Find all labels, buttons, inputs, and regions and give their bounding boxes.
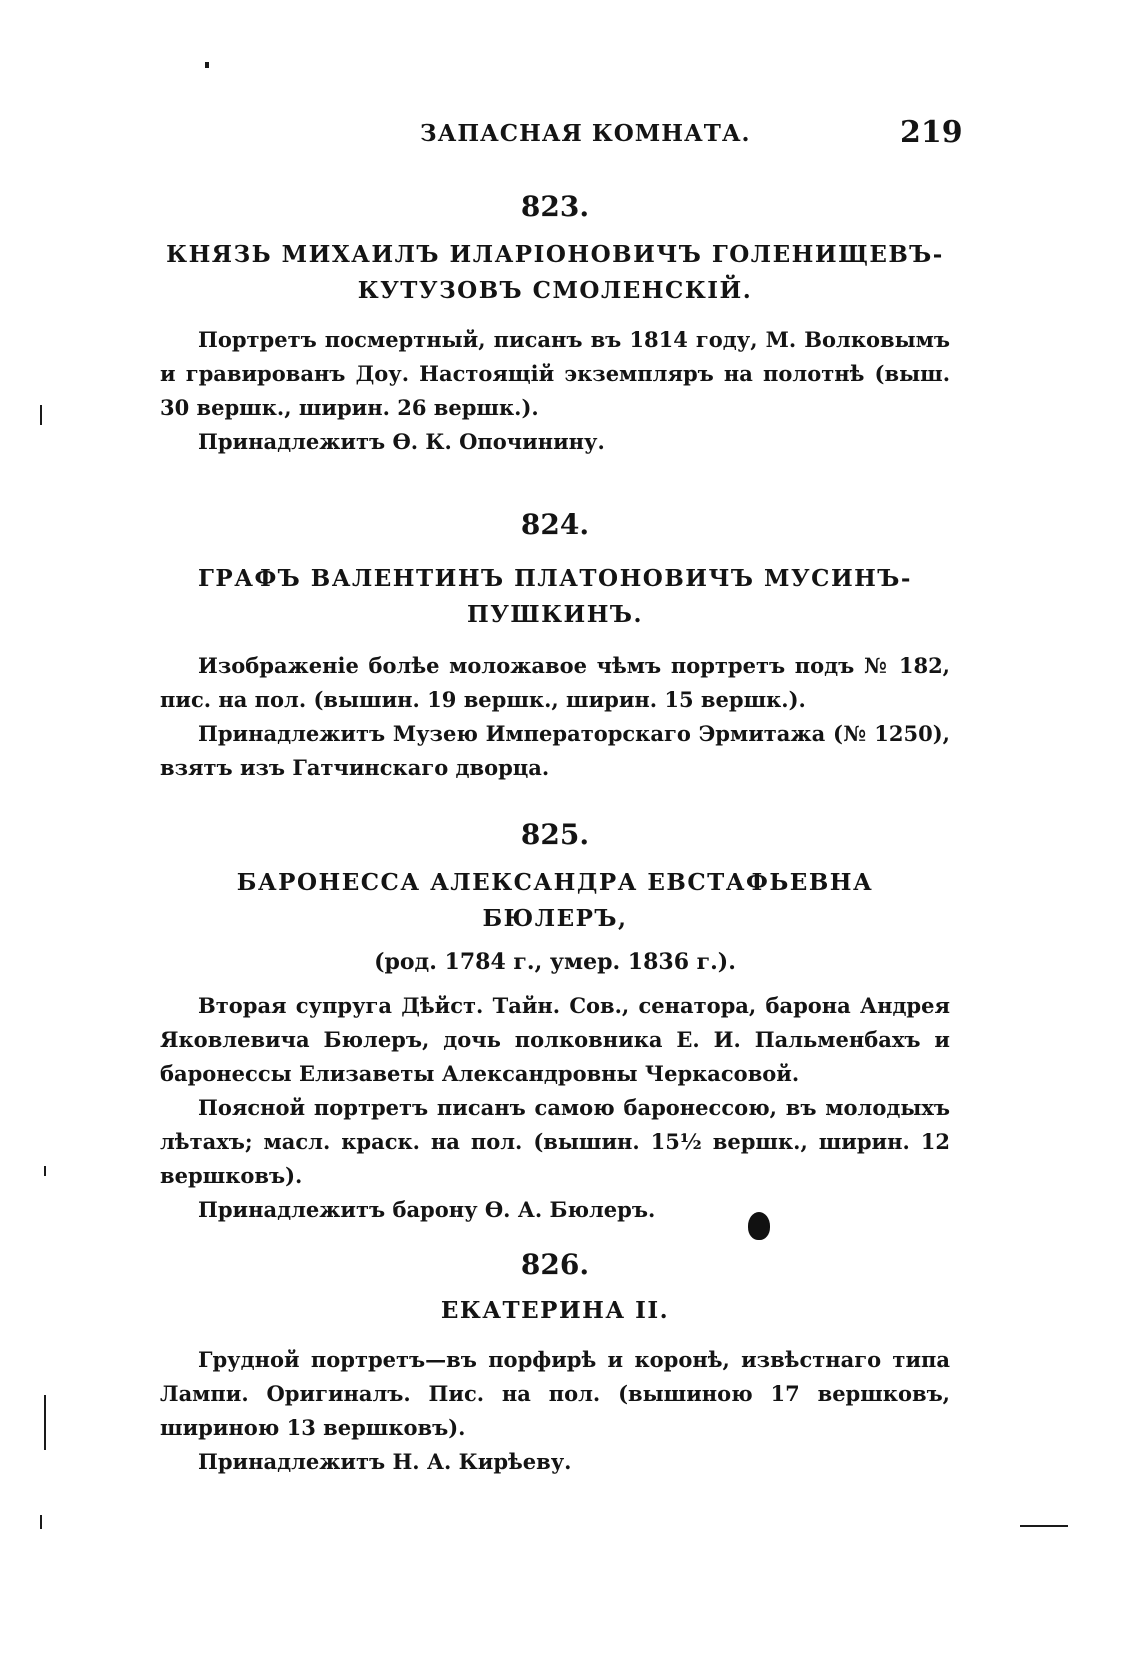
entry-ownership: Принадлежитъ Музею Императорскаго Эрмитажа (№ 1250), взятъ изъ Гатчинскаго дворца. [160,721,950,780]
scan-line [1020,1525,1068,1527]
entry-body [160,1343,950,1479]
scan-speck [205,62,209,68]
entry-ownership: Принадлежитъ барону Ѳ. А. Бюлеръ. [198,1197,656,1222]
entry-number: 823. [520,190,590,223]
entry-ownership: Принадлежитъ Ѳ. К. Опочинину. [198,429,605,454]
ink-blot [748,1212,770,1240]
scan-line [40,405,42,425]
entry-ownership: Принадлежитъ Н. А. Кирѣеву. [198,1449,572,1474]
entry-number: 826. [520,1248,590,1281]
entry-paragraph: Портретъ посмертный, писанъ въ 1814 году, М. Волковымъ и гравированъ Доу. Настоящій экземпляръ на полотнѣ (выш. 30 вершк., ширин. 26 вершк.). [160,327,950,420]
running-head: ЗАПАСНАЯ КОМНАТА. [420,120,751,147]
entry-body [160,323,950,459]
entry-paragraph: Грудной портретъ—въ порфирѣ и коронѣ, извѣстнаго типа Лампи. Оригиналъ. Пис. на пол. (вышиною 17 вершковъ, шириною 13 вершковъ). [160,1347,950,1440]
catalog-entry-825 [160,818,950,1227]
entry-title: ГРАФЪ ВАЛЕНТИНЪ ПЛАТОНОВИЧЪ МУСИНЪ-ПУШКИНЪ. [198,565,912,628]
catalog-entry-823 [160,190,950,459]
entry-body [160,989,950,1227]
entry-dates: (род. 1784 г., умер. 1836 г.). [374,949,736,975]
entry-paragraph: Изображеніе болѣе моложавое чѣмъ портретъ подъ № 182, пис. на пол. (вышин. 19 вершк., ширин. 15 вершк.). [160,653,950,712]
entry-number: 825. [520,818,590,851]
scan-line [44,1395,46,1450]
scan-line [40,1515,42,1529]
page-number: 219 [900,115,963,150]
entry-number: 824. [520,508,590,541]
entry-body [160,649,950,785]
entry-paragraph: Поясной портретъ писанъ самою баронессою, въ молодыхъ лѣтахъ; масл. краск. на пол. (вышин. 15½ вершк., ширин. 12 вершковъ). [160,1095,950,1188]
catalog-entry-824 [160,508,950,785]
entry-paragraph: Вторая супруга Дѣйст. Тайн. Сов., сенатора, барона Андрея Яковлевича Бюлеръ, дочь полковника Е. И. Пальменбахъ и баронессы Елизаветы Александровны Черкасовой. [160,993,950,1086]
entry-title: БАРОНЕССА АЛЕКСАНДРА ЕВСТАФЬЕВНА БЮЛЕРЪ, [236,869,874,932]
entry-title: ЕКАТЕРИНА II. [440,1297,670,1324]
catalog-entry-826 [160,1248,950,1479]
entry-title: КНЯЗЬ МИХАИЛЪ ИЛАРІОНОВИЧЪ ГОЛЕНИЩЕВЪ-КУТУЗОВЪ СМОЛЕНСКІЙ. [166,241,944,304]
scan-line [44,1166,46,1176]
